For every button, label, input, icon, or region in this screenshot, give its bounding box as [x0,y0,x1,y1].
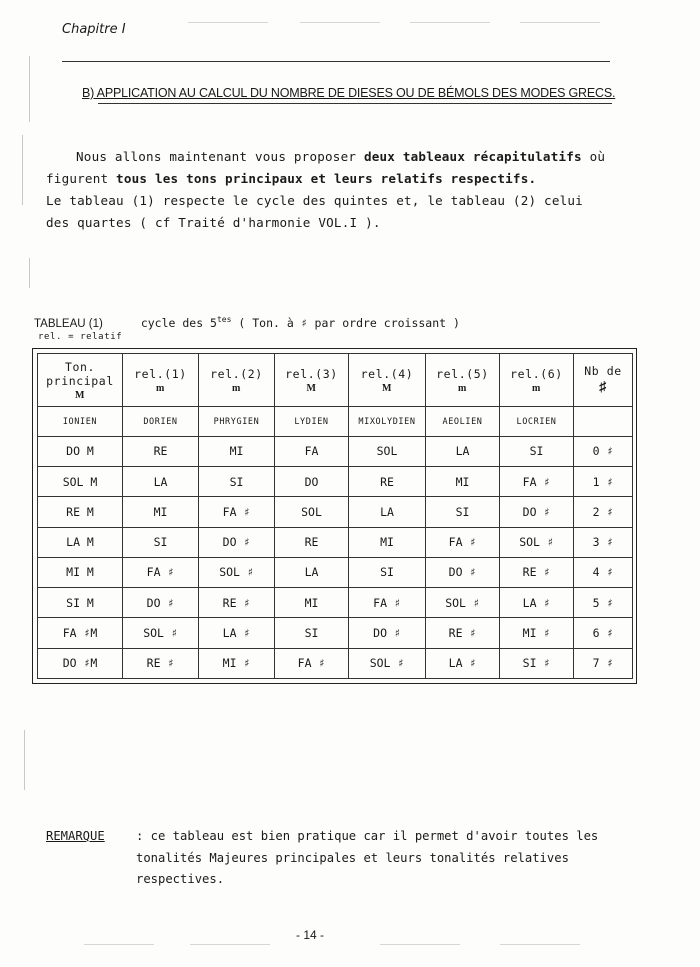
table-cell: DO M [38,436,123,466]
scan-line [520,22,600,23]
table-cell: SOL ♯ [426,588,500,618]
table-cell: SI [500,436,574,466]
table-cell: 3 ♯ [574,527,633,557]
table-cell: RE [275,527,349,557]
table-cell: FA ♯M [38,618,123,648]
table-cell: 4 ♯ [574,557,633,587]
remark-text: : ce tableau est bien pratique car il permet d'avoir toutes les tonalités Majeures principales et leurs tonalités relatives respectives. [136,829,599,886]
header-cell: Nb de ♯ [574,354,633,407]
table-row [38,436,633,466]
table-cell: RE [123,436,199,466]
header-rule [62,61,610,62]
table-cell: SOL ♯ [199,557,275,587]
margin-line [29,56,30,122]
remark [46,826,599,886]
table-cell: SI ♯ [500,648,574,678]
table-row [38,527,633,557]
margin-line [24,730,25,790]
table-cell: DO ♯ [349,618,426,648]
header-cell: rel.(4) M [349,354,426,407]
table-cell: 7 ♯ [574,648,633,678]
modes-table [37,353,633,679]
mode-cell [574,407,633,436]
header-cell: rel.(5) m [426,354,500,407]
table-cell: 2 ♯ [574,497,633,527]
section-title: B) APPLICATION AU CALCUL DU NOMBRE DE DIESES OU DE BÉMOLS DES MODES GRECS. [82,86,616,100]
table-cell: LA [349,497,426,527]
table-cell: LA [123,467,199,497]
intro-p1: Nous allons maintenant vous proposer deux tableaux récapitulatifs où figurent tous les tons principaux et leurs relatifs respectifs. [46,149,606,186]
table-title [34,315,460,330]
table-cell: 0 ♯ [574,436,633,466]
margin-line [22,135,23,205]
table-cell: LA M [38,527,123,557]
scan-line [500,944,580,945]
header-cell: rel.(2) m [199,354,275,407]
table-cell: DO [275,467,349,497]
table-cell: MI [349,527,426,557]
scan-line [188,22,268,23]
table-cell: 1 ♯ [574,467,633,497]
table-cell: SOL [349,436,426,466]
table-cell: DO ♯ [426,557,500,587]
table-cell: SOL ♯ [349,648,426,678]
intro-paragraph [46,146,614,234]
table-cell: DO ♯M [38,648,123,678]
table-cell: DO ♯ [123,588,199,618]
table-cell: FA ♯ [123,557,199,587]
mode-cell: MIXOLYDIEN [349,407,426,436]
table-cycle: cycle des $5^{tes}$ ( Ton. à ♯ par ordre croissant ) [140,315,460,330]
mode-cell: AEOLIEN [426,407,500,436]
table-cell: LA [426,436,500,466]
header-cell: Ton. principal M [38,354,123,407]
table-cell: SI [426,497,500,527]
section-title-rule [98,103,612,104]
table-cell: SOL [275,497,349,527]
table-cell: SI [275,618,349,648]
table-cell: FA [275,436,349,466]
table-cell: RE ♯ [199,588,275,618]
table-cell: MI [275,588,349,618]
table-cell: 6 ♯ [574,618,633,648]
table-label: TABLEAU (1) [34,317,103,330]
chapter-heading: Chapitre I [62,22,126,37]
header-row [38,354,633,407]
table-cell: RE ♯ [123,648,199,678]
table-cell: LA ♯ [426,648,500,678]
table-cell: FA ♯ [349,588,426,618]
table-cell: LA ♯ [500,588,574,618]
table-cell: 5 ♯ [574,588,633,618]
table-row [38,618,633,648]
table-cell: RE ♯ [426,618,500,648]
table-cell: SI M [38,588,123,618]
table-row [38,648,633,678]
table-cell: MI ♯ [500,618,574,648]
table-cell: FA ♯ [500,467,574,497]
table-cell: FA ♯ [426,527,500,557]
margin-line [29,258,30,288]
table-cell: DO ♯ [500,497,574,527]
table-row [38,588,633,618]
table-cell: MI ♯ [199,648,275,678]
table-cell: MI [123,497,199,527]
modes-row [38,407,633,436]
table-cell: RE ♯ [500,557,574,587]
scan-line [380,944,460,945]
table-cell: DO ♯ [199,527,275,557]
table-cell: LA ♯ [199,618,275,648]
table-cell: SOL ♯ [123,618,199,648]
table-cell: SOL M [38,467,123,497]
page-number: - 14 - [296,928,325,942]
table-row [38,497,633,527]
table-cell: SOL ♯ [500,527,574,557]
mode-cell: LYDIEN [275,407,349,436]
table-cell: LA [275,557,349,587]
table-cell: RE M [38,497,123,527]
table-legend: rel. = relatif [38,332,123,342]
mode-cell: PHRYGIEN [199,407,275,436]
mode-cell: DORIEN [123,407,199,436]
table-cell: MI M [38,557,123,587]
mode-cell: IONIEN [38,407,123,436]
header-cell: rel.(6) m [500,354,574,407]
scan-line [190,944,270,945]
table-cell: SI [349,557,426,587]
table-row [38,467,633,497]
remark-label: REMARQUE [46,829,105,843]
table-cell: MI [199,436,275,466]
table-cell: FA ♯ [275,648,349,678]
header-cell: rel.(3) M [275,354,349,407]
scan-line [410,22,490,23]
scan-line [84,944,154,945]
table-cell: FA ♯ [199,497,275,527]
scan-line [300,22,380,23]
table-cell: SI [199,467,275,497]
table-row [38,557,633,587]
header-cell: rel.(1) m [123,354,199,407]
mode-cell: LOCRIEN [500,407,574,436]
table-cell: MI [426,467,500,497]
table-cell: RE [349,467,426,497]
table-cell: SI [123,527,199,557]
intro-p2: Le tableau (1) respecte le cycle des quintes et, le tableau (2) celui des quartes ( cf Traité d'harmonie VOL.I ). [46,193,583,230]
